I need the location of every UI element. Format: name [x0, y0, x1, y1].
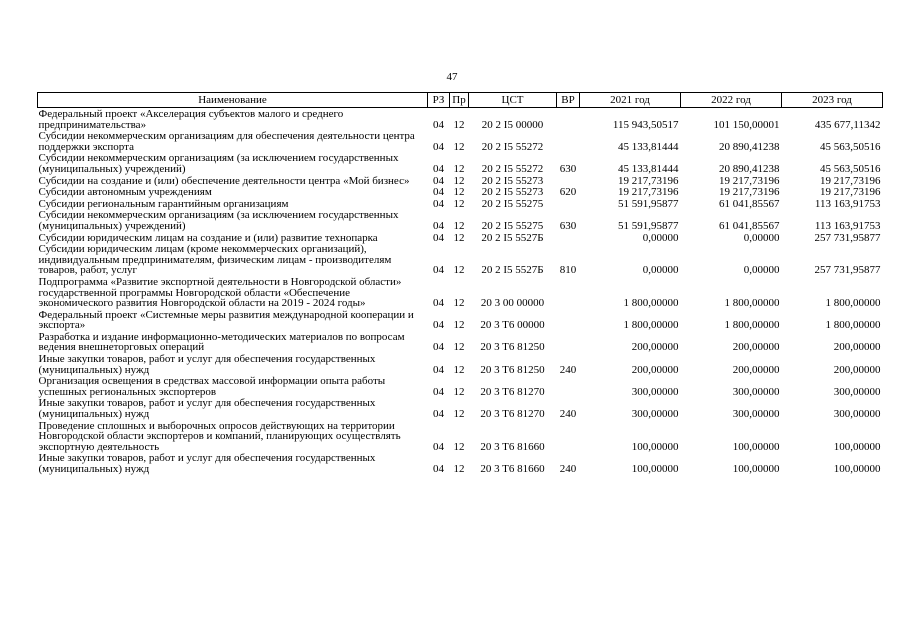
cell-pr: 12 — [453, 463, 465, 475]
cell-2022: 100,00000 — [732, 463, 780, 475]
table-header-row — [38, 93, 883, 108]
table-row — [38, 276, 883, 309]
cell-cst: 20 3 T6 00000 — [480, 319, 545, 332]
cell-2023: 1 800,00000 — [825, 297, 881, 310]
cell-2022: 1 800,00000 — [724, 319, 780, 332]
cell-2021: 200,00000 — [631, 341, 679, 354]
cell-pr: 12 — [453, 440, 465, 453]
cell-2023: 300,00000 — [833, 408, 881, 421]
cell-vr: 630 — [559, 162, 577, 175]
header-2023: 2023 год — [782, 93, 883, 108]
cell-cst: 20 2 I5 55275 — [481, 219, 544, 232]
cell-cst: 20 3 T6 81660 — [480, 440, 545, 453]
cell-2021: 45 133,81444 — [618, 162, 679, 175]
cell-cst: 20 2 I5 00000 — [481, 118, 544, 131]
table-row — [38, 452, 883, 474]
cell-2021: 100,00000 — [631, 463, 679, 475]
cell-2022: 1 800,00000 — [724, 297, 780, 310]
table-row — [38, 198, 883, 210]
cell-vr: 620 — [559, 186, 577, 199]
cell-vr — [557, 175, 580, 187]
table-row — [38, 243, 883, 276]
cell-vr — [557, 420, 580, 453]
cell-pr: 12 — [453, 363, 465, 376]
cell-2023: 19 217,73196 — [820, 174, 881, 187]
table-row — [38, 130, 883, 152]
cell-name: Проведение сплошных и выборочных опросов действующих на территории Новгородской области экспортеров и компаний, планирующих осуществлять экспортную деятельность — [38, 419, 401, 453]
cell-2022: 0,00000 — [743, 264, 780, 277]
header-vr: ВР — [557, 93, 580, 108]
cell-2022: 20 890,41238 — [719, 140, 780, 153]
cell-pr: 12 — [453, 219, 465, 232]
cell-2023: 257 731,95877 — [814, 264, 881, 277]
cell-cst: 20 3 T6 81660 — [480, 463, 545, 475]
cell-pr: 12 — [453, 264, 465, 277]
header-rz: РЗ — [428, 93, 450, 108]
cell-name: Субсидии на создание и (или) обеспечение деятельности центра «Мой бизнес» — [38, 174, 410, 187]
table-row — [38, 186, 883, 198]
cell-2021: 51 591,95877 — [618, 219, 679, 232]
cell-cst: 20 2 I5 55273 — [481, 174, 544, 187]
cell-2023: 45 563,50516 — [820, 140, 881, 153]
header-2022: 2022 год — [681, 93, 782, 108]
cell-rz: 04 — [433, 297, 444, 310]
cell-name: Федеральный проект «Системные меры развития международной кооперации и экспорта» — [38, 308, 414, 332]
header-2021: 2021 год — [580, 93, 681, 108]
cell-2021: 115 943,50517 — [612, 118, 679, 131]
cell-rz: 04 — [433, 174, 444, 187]
cell-2022: 100,00000 — [732, 440, 780, 453]
cell-2022: 61 041,85567 — [719, 219, 780, 232]
cell-cst: 20 3 T6 81250 — [480, 341, 545, 354]
cell-2022: 101 150,00001 — [713, 118, 780, 131]
cell-pr: 12 — [453, 231, 465, 244]
cell-pr: 12 — [453, 186, 465, 199]
budget-table — [37, 92, 883, 475]
cell-vr: 630 — [559, 219, 577, 232]
cell-2022: 300,00000 — [732, 408, 780, 421]
cell-rz: 04 — [433, 264, 444, 277]
cell-2021: 19 217,73196 — [618, 186, 679, 199]
cell-rz: 04 — [433, 408, 444, 421]
cell-2021: 19 217,73196 — [618, 174, 679, 187]
cell-vr: 240 — [559, 408, 577, 421]
cell-rz: 04 — [433, 319, 444, 332]
cell-name: Субсидии некоммерческим организациям (за исключением государственных (муниципальных) учреждений) — [38, 209, 399, 232]
cell-vr — [557, 232, 580, 244]
cell-2023: 113 163,91753 — [814, 219, 881, 232]
cell-cst: 20 2 I5 5527Б — [481, 231, 544, 244]
cell-name: Организация освещения в средствах массовой информации опыта работы успешных региональных экспортеров — [38, 375, 386, 398]
cell-rz: 04 — [433, 341, 444, 354]
cell-2023: 257 731,95877 — [814, 231, 881, 244]
cell-rz: 04 — [433, 118, 444, 131]
cell-cst: 20 3 00 00000 — [480, 297, 545, 310]
cell-vr — [557, 331, 580, 353]
cell-rz: 04 — [433, 140, 444, 153]
cell-2023: 200,00000 — [833, 363, 881, 376]
cell-2022: 19 217,73196 — [719, 186, 780, 199]
table-row — [38, 397, 883, 419]
cell-cst: 20 2 I5 55273 — [481, 186, 544, 199]
cell-cst: 20 2 I5 5527Б — [481, 264, 544, 277]
cell-cst: 20 3 T6 81250 — [480, 363, 545, 376]
cell-name: Иные закупки товаров, работ и услуг для обеспечения государственных (муниципальных) нужд — [38, 452, 376, 475]
cell-2021: 0,00000 — [642, 231, 679, 244]
cell-rz: 04 — [433, 219, 444, 232]
table-row — [38, 232, 883, 244]
cell-vr — [557, 130, 580, 152]
cell-2023: 200,00000 — [833, 341, 881, 354]
cell-2023: 100,00000 — [833, 440, 881, 453]
cell-pr: 12 — [453, 197, 465, 210]
header-cst: ЦСТ — [469, 93, 557, 108]
cell-2023: 45 563,50516 — [820, 162, 881, 175]
cell-vr — [557, 198, 580, 210]
cell-2022: 20 890,41238 — [719, 162, 780, 175]
cell-2021: 1 800,00000 — [623, 319, 679, 332]
table-row — [38, 331, 883, 353]
cell-cst: 20 2 I5 55272 — [481, 140, 544, 153]
cell-2021: 1 800,00000 — [623, 297, 679, 310]
cell-rz: 04 — [433, 440, 444, 453]
cell-2023: 435 677,11342 — [814, 118, 881, 131]
cell-2022: 61 041,85567 — [719, 197, 780, 210]
cell-pr: 12 — [453, 118, 465, 131]
cell-rz: 04 — [433, 463, 444, 475]
table-row — [38, 309, 883, 331]
table-row — [38, 353, 883, 375]
cell-name: Субсидии автономным учреждениям — [38, 186, 212, 199]
cell-vr — [557, 276, 580, 309]
cell-name: Иные закупки товаров, работ и услуг для обеспечения государственных (муниципальных) нужд — [38, 353, 376, 376]
cell-vr: 810 — [559, 264, 577, 277]
cell-name: Разработка и издание информационно-методических материалов по вопросам ведения внешнеторговых операций — [38, 330, 405, 354]
cell-pr: 12 — [453, 297, 465, 310]
cell-name: Субсидии юридическим лицам (кроме некоммерческих организаций), индивидуальным предпринимателям, физическим лицам - производителям товаров, работ, услуг — [38, 243, 392, 277]
table-row — [38, 152, 883, 174]
cell-2021: 100,00000 — [631, 440, 679, 453]
cell-cst: 20 3 T6 81270 — [480, 385, 545, 398]
cell-2023: 100,00000 — [833, 463, 881, 475]
cell-cst: 20 2 I5 55272 — [481, 162, 544, 175]
table-row — [38, 209, 883, 231]
cell-2021: 200,00000 — [631, 363, 679, 376]
cell-rz: 04 — [433, 231, 444, 244]
table-row — [38, 175, 883, 187]
cell-name: Иные закупки товаров, работ и услуг для обеспечения государственных (муниципальных) нужд — [38, 397, 376, 421]
cell-vr: 240 — [559, 363, 577, 376]
cell-vr: 240 — [559, 463, 577, 475]
table-body — [38, 108, 883, 475]
cell-pr: 12 — [453, 341, 465, 354]
cell-2021: 300,00000 — [631, 408, 679, 421]
cell-rz: 04 — [433, 186, 444, 199]
cell-rz: 04 — [433, 385, 444, 398]
cell-pr: 12 — [453, 174, 465, 187]
cell-cst: 20 2 I5 55275 — [481, 197, 544, 210]
cell-2021: 0,00000 — [642, 264, 679, 277]
page-number: 47 — [446, 71, 458, 83]
cell-2023: 300,00000 — [833, 385, 881, 398]
cell-name: Подпрограмма «Развитие экспортной деятельности в Новгородской области» государственной программы Новгородской области «Обеспечение экономического развития Новгородской области на 2019 - 2024 годы» — [38, 275, 402, 310]
cell-vr — [557, 309, 580, 331]
cell-pr: 12 — [453, 319, 465, 332]
cell-2023: 19 217,73196 — [820, 186, 881, 199]
cell-pr: 12 — [453, 385, 465, 398]
cell-pr: 12 — [453, 162, 465, 175]
cell-rz: 04 — [433, 363, 444, 376]
table-row — [38, 108, 883, 131]
cell-pr: 12 — [453, 408, 465, 421]
cell-2022: 200,00000 — [732, 341, 780, 354]
cell-2021: 51 591,95877 — [618, 197, 679, 210]
cell-2022: 300,00000 — [732, 385, 780, 398]
cell-2023: 113 163,91753 — [814, 197, 881, 210]
cell-rz: 04 — [433, 162, 444, 175]
cell-2022: 19 217,73196 — [719, 174, 780, 187]
header-name: Наименование — [38, 93, 428, 108]
table-row — [38, 375, 883, 397]
cell-name: Субсидии региональным гарантийным организациям — [38, 197, 289, 210]
cell-name: Субсидии некоммерческим организациям (за исключением государственных (муниципальных) учреждений) — [38, 152, 399, 175]
cell-cst: 20 3 T6 81270 — [480, 408, 545, 421]
cell-pr: 12 — [453, 140, 465, 153]
cell-name: Федеральный проект «Акселерация субъектов малого и среднего предпринимательства» — [38, 108, 344, 131]
cell-2021: 45 133,81444 — [618, 140, 679, 153]
cell-name: Субсидии некоммерческим организациям для обеспечения деятельности центра поддержки экспорта — [38, 130, 415, 153]
cell-2022: 0,00000 — [743, 231, 780, 244]
cell-vr — [557, 375, 580, 397]
cell-2021: 300,00000 — [631, 385, 679, 398]
header-pr: Пр — [450, 93, 469, 108]
cell-name: Субсидии юридическим лицам на создание и (или) развитие технопарка — [38, 231, 378, 244]
cell-2023: 1 800,00000 — [825, 319, 881, 332]
cell-rz: 04 — [433, 197, 444, 210]
table-row — [38, 420, 883, 453]
cell-2022: 200,00000 — [732, 363, 780, 376]
cell-vr — [557, 108, 580, 131]
